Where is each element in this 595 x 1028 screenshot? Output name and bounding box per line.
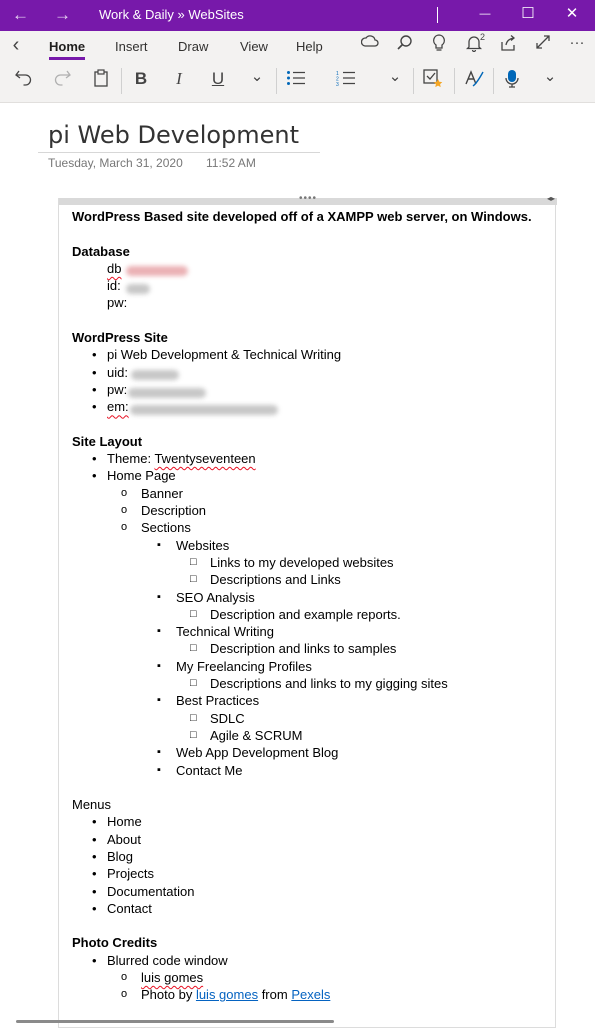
search-icon[interactable] [393,34,417,57]
list-item: • Projects [92,866,154,882]
redacted-value [131,370,179,380]
list-item: • Documentation [92,883,195,899]
tab-home[interactable]: Home [49,39,86,54]
list-item: ▪ My Freelancing Profiles [157,658,312,674]
minimize-icon[interactable]: — [479,8,491,20]
list-item: • Theme: Twentyseventeen [92,451,256,467]
spacer [72,225,552,242]
list-item: □ Descriptions and links to my gigging sites [190,676,448,692]
list-item: □ SDLC [190,710,245,726]
chevron-down-icon[interactable]: ⌄ [388,68,402,85]
list-item: • Blurred code window [92,952,228,968]
spacer [72,779,552,796]
list-item: ▪ Websites [157,537,230,553]
maximize-icon[interactable]: ☐ [521,5,535,22]
window-title: Work & Daily » WebSites [99,7,244,22]
todo-tag-icon[interactable] [421,69,445,94]
list-item: o Banner [121,485,183,501]
title-underline [38,152,320,153]
ribbon-divider [413,68,414,94]
active-tab-indicator [49,57,85,60]
database-pw-line: pw: [107,295,128,311]
list-item: o Description [121,503,207,519]
list-item: • em: [72,398,552,415]
list-item: • About [92,831,141,847]
list-item: ▪ Contact Me [157,762,243,778]
list-item: □ Description and links to samples [190,641,397,657]
undo-icon[interactable] [12,68,36,91]
ribbon-divider [276,68,277,94]
drag-dots-icon[interactable]: •••• [299,193,318,204]
lightbulb-icon[interactable] [427,34,451,57]
spacer [72,416,552,433]
list-item: □ Description and example reports. [190,606,401,622]
tab-help[interactable]: Help [296,39,323,54]
share-icon[interactable] [496,34,520,57]
svg-text:3: 3 [336,82,339,86]
italic-icon[interactable]: I [176,69,182,88]
list-item: • Home [92,814,142,830]
redacted-value [128,388,206,398]
redacted-value [126,266,188,276]
database-db-line: db [72,260,552,277]
list-item: • pw: [72,381,552,398]
notification-count: 2 [480,32,486,42]
list-item: o luis gomes [121,970,204,986]
clipboard-icon[interactable] [89,68,113,93]
bold-icon[interactable]: B [134,69,148,88]
list-item: • uid: [72,364,552,381]
ribbon-divider [454,68,455,94]
list-item: o Photo by luis gomes from Pexels [121,987,331,1003]
list-item: • Blog [92,848,134,864]
list-item: • Home Page [92,468,176,484]
list-item: □ Descriptions and Links [190,572,341,588]
sync-icon[interactable] [358,34,382,55]
page-time: 11:52 AM [206,156,256,170]
ribbon [0,31,595,103]
page-date: Tuesday, March 31, 2020 [48,156,183,170]
page-title[interactable]: pi Web Development [48,121,300,149]
chevron-down-icon[interactable]: ⌄ [543,68,557,85]
chevron-down-icon[interactable]: ⌄ [250,68,264,85]
list-item: □ Links to my developed websites [190,554,394,570]
menus-heading: Menus [72,797,112,813]
ribbon-divider [493,68,494,94]
note-page[interactable] [0,104,595,1024]
tab-insert[interactable]: Insert [115,39,148,54]
note-content[interactable] [72,208,552,1004]
svg-text:2: 2 [336,76,339,83]
spacer [72,917,552,934]
database-heading: Database [72,243,130,259]
tab-view[interactable]: View [240,39,268,54]
database-id-line: id: [72,277,552,294]
pexels-link[interactable]: Pexels [291,987,331,1003]
list-item: • pi Web Development & Technical Writing [92,347,342,363]
list-item: ▪ Best Practices [157,693,260,709]
tab-draw[interactable]: Draw [178,39,209,54]
redacted-value [126,284,150,294]
spacer [72,312,552,329]
list-item: ▪ Web App Development Blog [157,745,339,761]
site-layout-heading: Site Layout [72,433,143,449]
wordpress-heading: WordPress Site [72,330,168,346]
container-drag-handle[interactable] [59,193,557,205]
list-item: o Sections [121,520,191,536]
list-item: ▪ SEO Analysis [157,589,255,605]
note-container[interactable] [58,193,556,1028]
numbered-list-icon[interactable] [334,70,358,91]
fullscreen-icon[interactable] [531,34,555,55]
svg-text:1: 1 [336,71,339,77]
horizontal-scrollbar[interactable] [16,1020,334,1023]
forward-arrow-icon[interactable]: → [54,5,71,24]
list-item: • Contact [92,900,152,916]
more-options-icon[interactable]: ··· [569,34,585,51]
list-item: □ Agile & SCRUM [190,727,303,743]
photographer-link[interactable]: luis gomes [195,987,259,1003]
back-arrow-icon[interactable]: ← [12,5,29,24]
underline-icon[interactable]: U [211,69,225,88]
resize-arrows-icon[interactable]: ◂▸ [546,194,555,203]
photo-credits-heading: Photo Credits [72,935,158,951]
intro-line: WordPress Based site developed off of a XAMPP web server, on Windows. [72,209,532,224]
redo-icon[interactable] [50,68,74,91]
redacted-value [130,405,278,415]
spell-check-icon[interactable] [462,69,486,94]
title-bar [0,0,595,31]
dictate-microphone-icon[interactable] [500,69,524,94]
bullet-list-icon[interactable] [284,70,308,91]
list-item: ▪ Technical Writing [157,624,275,640]
ribbon-back-icon[interactable]: ‹ [12,34,20,56]
close-icon[interactable]: ✕ [565,5,579,22]
text-cursor [437,7,438,23]
ribbon-divider [121,68,122,94]
